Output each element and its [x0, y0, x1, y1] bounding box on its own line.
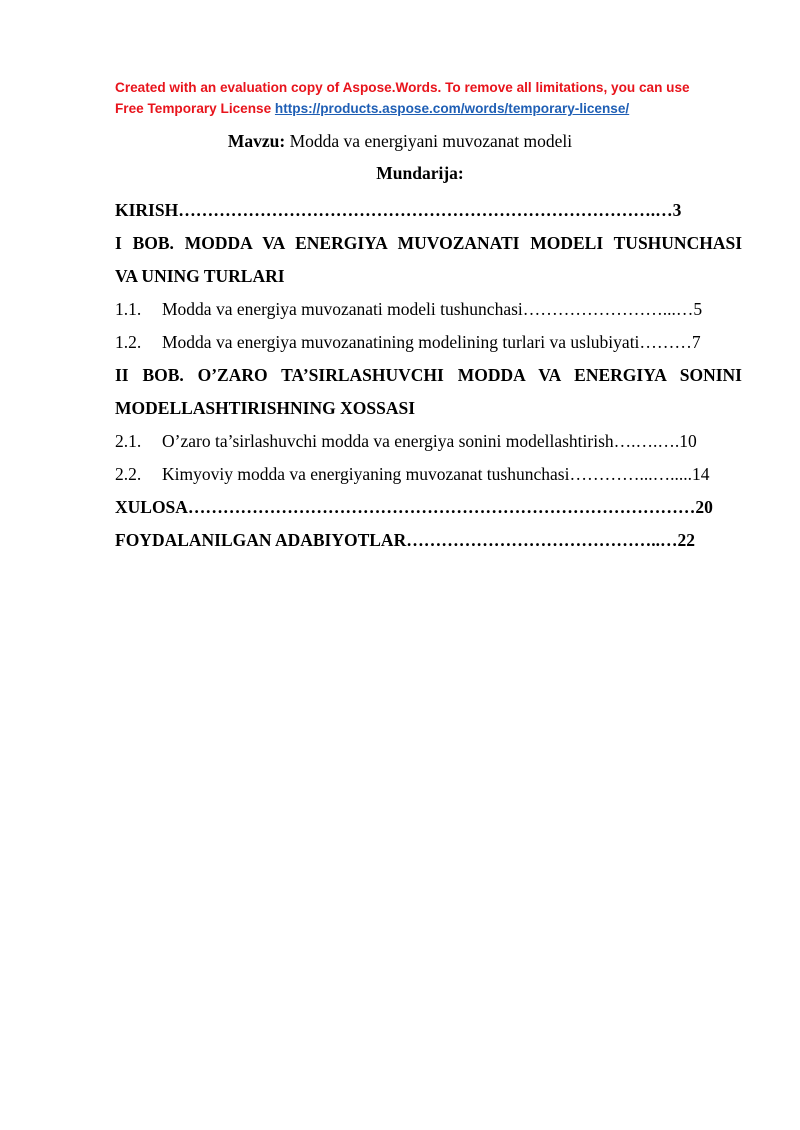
- toc-entry-bob2-line2: MODELLASHTIRISHNING XOSSASI: [115, 398, 416, 418]
- license-link[interactable]: https://products.aspose.com/words/temporary-license/: [274, 101, 630, 116]
- toc-entry-2-2: [115, 458, 742, 491]
- watermark-line-1: Created with an evaluation copy of Aspose.Words. To remove all limitations, you can use: [115, 80, 690, 95]
- topic-text: Modda va energiyani muvozanat modeli: [285, 131, 573, 151]
- table-of-contents: [115, 194, 742, 557]
- watermark-prefix: Free Temporary License: [115, 101, 275, 116]
- toc-entry-bob1-line1: I BOB. MODDA VA ENERGIYA MUVOZANATI MODELI TUSHUNCHASI: [115, 233, 742, 253]
- evaluation-watermark: [115, 77, 755, 119]
- toc-number: 1.1.: [115, 299, 142, 319]
- toc-text: Modda va energiya muvozanati modeli tushunchasi……………………...…5: [162, 299, 703, 319]
- toc-text: O’zaro ta’sirlashuvchi modda va energiya sonini modellashtirish….….….10: [162, 431, 697, 451]
- toc-text: Modda va energiya muvozanatining modelining turlari va uslubiyati………7: [162, 332, 701, 352]
- watermark-line-2: [115, 98, 755, 119]
- topic-heading: [0, 130, 800, 152]
- toc-entry-bob2-line1: II BOB. O’ZARO TA’SIRLASHUVCHI MODDA VA ENERGIYA SONINI: [115, 365, 742, 385]
- toc-entry-xulosa: XULOSA……………………………………………………………………………20: [115, 497, 713, 517]
- toc-number: 2.1.: [115, 431, 142, 451]
- toc-number: 2.2.: [115, 464, 142, 484]
- toc-text: Kimyoviy modda va energiyaning muvozanat tushunchasi…………...….....14: [162, 464, 710, 484]
- topic-label: Mavzu:: [227, 131, 286, 151]
- toc-entry-kirish: KIRISH……………………………………………………………………….…3: [115, 200, 682, 220]
- toc-entry-bob1-line2: VA UNING TURLARI: [115, 266, 285, 286]
- toc-entry-1-1: [115, 293, 742, 326]
- contents-title: Mundarija:: [376, 163, 464, 183]
- toc-entry-adabiyotlar: FOYDALANILGAN ADABIYOTLAR……………………………………..…22: [115, 530, 695, 550]
- toc-entry-1-2: [115, 326, 742, 359]
- toc-entry-2-1: [115, 425, 742, 458]
- toc-number: 1.2.: [115, 332, 142, 352]
